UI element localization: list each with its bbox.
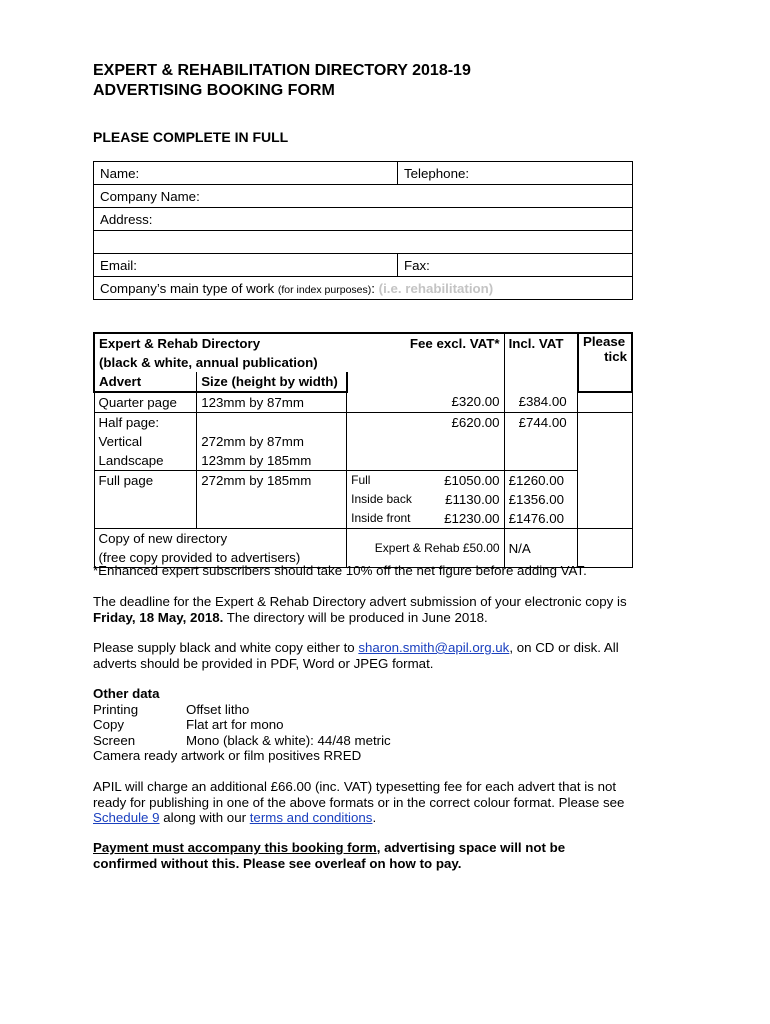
full-page-label: Full page <box>94 471 197 529</box>
complete-in-full-heading: PLEASE COMPLETE IN FULL <box>93 129 289 145</box>
full-option-incl: £1260.00 <box>504 471 578 491</box>
other-data-label: Copy <box>93 717 125 732</box>
charge-text-2: along with our <box>159 810 250 825</box>
contact-form <box>93 161 633 300</box>
work-type-hint: (i.e. rehabilitation) <box>378 280 494 296</box>
other-data-label: Screen <box>93 732 136 748</box>
copy-directory-line-2: (free copy provided to advertisers) <box>98 550 301 565</box>
address-field[interactable] <box>94 208 633 231</box>
half-page-fee: £620.00 <box>347 413 504 433</box>
deadline-text: The deadline for the Expert & Rehab Directory advert submission of your electronic copy is <box>93 594 627 609</box>
directory-header <box>94 333 347 372</box>
page-title <box>93 61 471 101</box>
quarter-page-incl: £384.00 <box>504 392 578 413</box>
title-line-2: ADVERTISING BOOKING FORM <box>93 82 335 99</box>
title-line-1: EXPERT & REHABILITATION DIRECTORY 2018-19 <box>93 62 471 79</box>
work-type-label: Company’s main type of work <box>100 280 275 296</box>
full-page-tick[interactable] <box>578 471 632 529</box>
copy-directory-tick[interactable] <box>578 529 632 568</box>
company-name-label: Company Name: <box>100 188 200 204</box>
schedule-9-link[interactable]: Schedule 9 <box>93 810 160 825</box>
payment-notice-rest: , advertising space will not be confirmed without this. Please see overleaf on how to pay. <box>93 840 566 871</box>
inside-front-fee: £1230.00 <box>430 509 504 529</box>
half-page-label: Half page: <box>94 413 197 433</box>
landscape-size: 123mm by 185mm <box>197 451 347 471</box>
other-data-label: Printing <box>93 701 139 717</box>
directory-subtitle: (black & white, annual publication) <box>99 355 318 370</box>
quarter-page-label: Quarter page <box>94 392 197 413</box>
charge-text: APIL will charge an additional £66.00 (inc. VAT) typesetting fee for each advert that is not ready for publishing in one of the above formats or in the correct colour format. Please see <box>93 779 625 810</box>
size-col-header: Size (height by width) <box>197 372 347 392</box>
fax-label: Fax: <box>404 257 430 273</box>
other-data-value: Flat art for mono <box>186 717 284 732</box>
other-data-value: Offset litho <box>186 701 250 717</box>
deadline-date: Friday, 18 May, 2018. <box>93 609 224 625</box>
vertical-label: Vertical <box>94 432 197 451</box>
charge-text-3: . <box>372 810 377 825</box>
landscape-label: Landscape <box>94 451 197 471</box>
address-label: Address: <box>100 211 153 227</box>
copy-directory-line-1: Copy of new directory <box>98 531 228 546</box>
copy-directory-label <box>94 529 347 568</box>
telephone-label: Telephone: <box>404 165 470 181</box>
other-data-row <box>93 702 653 718</box>
copy-directory-incl: N/A <box>504 529 578 568</box>
half-page-tick[interactable] <box>578 413 632 471</box>
please-tick-header <box>578 333 632 392</box>
other-data-row <box>93 717 653 733</box>
supply-text: Please supply black and white copy either to <box>93 640 359 655</box>
name-label: Name: <box>100 165 140 181</box>
deadline-paragraph <box>93 594 633 625</box>
email-label: Email: <box>100 257 137 273</box>
quarter-page-size: 123mm by 87mm <box>197 392 347 413</box>
tick-label: tick <box>604 349 627 364</box>
email-link[interactable]: sharon.smith@apil.org.uk <box>358 640 510 655</box>
other-data-value: Mono (black & white): 44/48 metric <box>186 732 391 748</box>
email-field[interactable] <box>94 254 398 277</box>
fee-excl-header: Fee excl. VAT* <box>347 333 504 372</box>
vertical-size: 272mm by 87mm <box>197 432 347 451</box>
please-label: Please <box>582 334 626 349</box>
inside-back-incl: £1356.00 <box>504 490 578 509</box>
typesetting-charge-paragraph <box>93 779 638 826</box>
directory-title: Expert & Rehab Directory <box>99 336 261 351</box>
full-page-size: 272mm by 185mm <box>197 471 347 529</box>
terms-conditions-link[interactable]: terms and conditions <box>249 810 373 825</box>
incl-vat-header: Incl. VAT <box>504 333 578 372</box>
inside-front-incl: £1476.00 <box>504 509 578 529</box>
half-page-incl: £744.00 <box>504 413 578 433</box>
inside-back-label: Inside back <box>347 490 431 509</box>
advert-col-header: Advert <box>94 372 197 392</box>
address-field-line-2[interactable] <box>94 231 633 254</box>
company-name-field[interactable] <box>94 185 633 208</box>
copy-directory-fee: Expert & Rehab £50.00 <box>347 529 504 568</box>
other-data-section <box>93 686 653 764</box>
full-option-fee: £1050.00 <box>444 473 500 488</box>
other-data-heading: Other data <box>93 686 160 701</box>
work-type-colon: : <box>371 280 375 296</box>
deadline-text-2: The directory will be produced in June 2018. <box>223 609 488 625</box>
fax-field[interactable] <box>398 254 633 277</box>
pricing-table <box>93 332 633 568</box>
payment-notice <box>93 840 613 871</box>
camera-ready-text: Camera ready artwork or film positives RRED <box>93 748 362 763</box>
work-type-note: (for index purposes) <box>277 283 372 296</box>
supply-paragraph <box>93 640 628 671</box>
inside-front-label: Inside front <box>347 509 431 529</box>
inside-back-fee: £1130.00 <box>445 492 500 507</box>
full-option-label: Full <box>347 471 431 491</box>
payment-notice-underlined: Payment must accompany this booking form <box>93 840 377 855</box>
quarter-page-fee: £320.00 <box>347 392 504 413</box>
work-type-field[interactable] <box>94 277 633 300</box>
telephone-field[interactable] <box>398 162 633 185</box>
quarter-page-tick[interactable] <box>578 392 632 413</box>
vat-footnote: *Enhanced expert subscribers should take 10% off the net figure before adding VAT. <box>93 563 587 578</box>
supply-text-2: , on CD or disk. All adverts should be provided in PDF, Word or JPEG format. <box>93 640 619 671</box>
name-field[interactable] <box>94 162 398 185</box>
other-data-row <box>93 733 653 749</box>
